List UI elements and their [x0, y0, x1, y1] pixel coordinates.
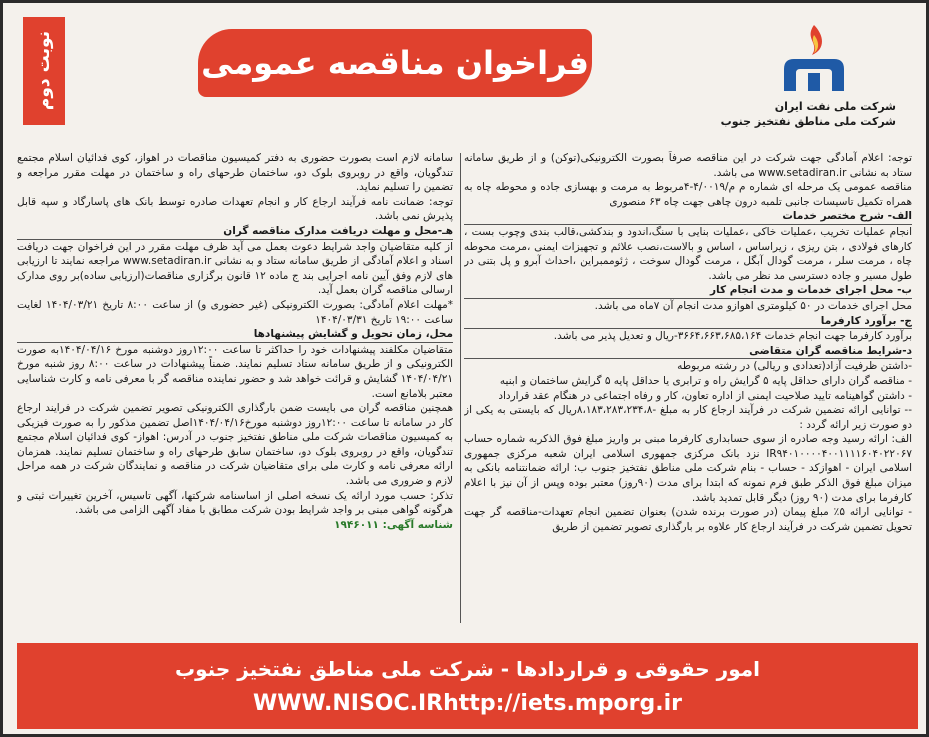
section-heading: ج- برآورد کارفرما: [464, 314, 912, 330]
paragraph: محل اجرای خدمات در ۵۰ کیلومتری اهوازو مدت انجام آن ۷ماه می باشد.: [594, 299, 912, 312]
paragraph: متقاضیان مکلفند پیشنهادات خود را حداکثر تا ساعت ۱۲:۰۰روز دوشنبه مورخ ۱۴۰۴/۰۴/۱۶به صورت الکترونیکی و از طریق سامانه ستاد تسلیم نمایند. ضمناً پیشنهادات در ساعت ۸:۰۰ روز شنبه مورخ ۱۴۰۴/۰۴/۲۱ گشایش و قرائت خواهد شد و حضور نماینده مناقصه گر با معرفی نامه و کارت شناسایی معتبر بلامانع است.: [17, 343, 453, 400]
paragraph: همچنین مناقصه گران می بایست ضمن بارگذاری الکترونیکی تصویر تضمین شرکت در فرایند ارجاع کار در سامانه تا ساعت ۱۲:۰۰روز دوشنبه مورخ۱۴۰۴/۰۴/۱۶اصل تضمین مذکور را به صورت فیزیکی به کمیسیون مناقصات شرکت ملی مناطق نفتخیز جنوب در آدرس: اهواز- کوی فدائیان اسلام مجتمع تندگویان، واقع در روبروی بلوک دو، ساختمان سابق طرحهای راه و ساختمان تسلیم نمایند. همزمان ارائه معرفی نامه و کارت ملی برای متقاضیان شرکت در مناقصه و نمایندگان شرکت در همه مراحل لازم و ضروری می باشد.: [17, 402, 453, 488]
paragraph: الف: ارائه رسید وجه صادره از سوی حسابداری کارفرما مبنی بر واریز مبلغ فوق الذکربه شماره حساب IR۹۴۰۱۰۰۰۰۴۰۰۱۱۱۱۶۰۴۰۲۲۰۶۷ نزد بانک مرکزی جمهوری اسلامی ایران شعبه مرکزی جمهوری اسلامی ایران - اهوازکد - حساب - بنام شرکت ملی مناطق نفتخیز جنوب ب: ارائه ضمانتنامه بانکی به میزان مبلغ فوق الذکر طبق فرم نمونه که ابتدا برای مدت (۹۰روز) معتبر بوده وپس از آن نیز با اعلام کارفرما برای مدت (۹۰ روز) دیگر قابل تمدید باشد.: [464, 433, 912, 504]
footer-banner: [17, 643, 918, 729]
section-heading: هـ-محل و مهلت دریافت مدارک مناقصه گران: [17, 224, 453, 240]
ad-id-label: شناسه آگهی: ۱۹۴۶۰۱۱: [334, 518, 453, 531]
paragraph: - داشتن گواهینامه تایید صلاحیت ایمنی از اداره تعاون، کار و رفاه اجتماعی در هنگام عقد قرارداد: [498, 389, 912, 402]
organization-name: [696, 99, 896, 129]
page-title: فراخوان مناقصه عمومی: [201, 44, 589, 82]
paragraph: مناقصه عمومی یک مرحله ای شماره م م/۴/۰۰۱۹-۴مربوط به مرمت و بهسازی جاده و محوطه چاه به همراه تکمیل تاسیسات جانبی تلمبه درون چاهی جهت چاه ۶۳ منصوری: [464, 181, 912, 208]
paragraph: برآورد کارفرما جهت انجام خدمات ۳۶۶۴،۶۶۳،۶۸۵،۱۶۴-ریال و تعدیل پذیر می باشد.: [553, 330, 912, 343]
nioc-flame-logo-icon: [774, 21, 854, 101]
round-badge: [23, 17, 65, 125]
section-heading: الف- شرح مختصر خدمات: [464, 209, 912, 225]
paragraph: سامانه لازم است بصورت حضوری به دفتر کمیسیون مناقصات در اهواز، کوی فدائیان اسلام مجتمع تندگویان، واقع در روبروی بلوک دو، ساختمان طرحهای راه و ساختمان در مهلت مقرر مراجعه و تضمین را تسلیم نماید.: [17, 152, 453, 194]
title-banner: [198, 29, 592, 97]
org-line-1: شرکت ملی نفت ایران: [774, 100, 896, 113]
footer-websites: WWW.NISOC.IRhttp://iets.mporg.ir: [252, 691, 682, 716]
paragraph: از کلیه متقاضیان واجد شرایط دعوت بعمل می آید ظرف مهلت مقرر در این فراخوان جهت دریافت اسناد و اعلام آمادگی از طریق سامانه ستاد و به نشانی www.setadiran.ir مراجعه نمایند تا ارزیابی های لازم وفق آیین نامه اجرایی بند ج ماده ۱۲ قانون برگزاری مناقصات(ارزیابی ساده)بر روی مدارک ارسالی مناقصه گران بعمل آید.: [17, 240, 453, 297]
paragraph: انجام عملیات تخریب ،عملیات خاکی ،عملیات بنایی با سنگ،اندود و بندکشی،قالب بندی وچوب بست ، کارهای فولادی ، بتن ریزی ، زیراساس ، اساس و بالاست،نصب علائم و تجهیزات ایمنی ،مرمت محوطه چاه ، مرمت سلر ، مرمت گودال آبگل ، مرمت گودال سوخت ، ژئوممبراین ،احداث آبرو و پل بتنی در طول مسیر و جاده دسترسی مد نظر می باشد.: [464, 225, 912, 282]
left-text-column: [17, 151, 453, 623]
section-heading: د-شرایط مناقصه گران متقاضی: [464, 344, 912, 360]
paragraph: *مهلت اعلام آمادگی: بصورت الکترونیکی (غیر حضوری و) از ساعت ۸:۰۰ تاریخ ۱۴۰۴/۰۳/۲۱ لغایت ساعت ۱۹:۰۰ تاریخ ۱۴۰۴/۰۳/۳۱: [17, 298, 453, 326]
paragraph: -داشتن ظرفیت آزاد(تعدادی و ریالی) در رشته مربوطه: [677, 360, 912, 373]
right-text-column: [464, 151, 912, 623]
paragraph: -- توانایی ارائه تضمین شرکت در فرآیند ارجاع کار به مبلغ -۸،۱۸۳،۲۸۳،۲۳۴،۸ریال که بایستی به یکی از دو صورت زیر ارائه گردد :: [464, 404, 912, 431]
org-line-2: شرکت ملی مناطق نفتخیز جنوب: [720, 115, 896, 128]
section-heading: ب- محل اجرای خدمات و مدت انجام کار: [464, 283, 912, 299]
round-label: نوبت دوم: [34, 31, 54, 111]
paragraph: - توانایی ارائه ۵٪ مبلغ پیمان (در صورت برنده شدن) بعنوان تضمین انجام تعهدات-مناقصه گر جهت تحویل تضمین شرکت در فرآیند ارجاع کار علاوه بر بارگذاری تصویر تضمین از طریق: [464, 506, 912, 533]
footer-department: امور حقوقی و قراردادها - شرکت ملی مناطق نفتخیز جنوب: [175, 657, 760, 681]
section-heading: محل، زمان تحویل و گشایش پیشنهادها: [17, 327, 453, 343]
paragraph: - مناقصه گران دارای حداقل پایه ۵ گرایش راه و ترابری یا حداقل پایه ۵ گرایش ساختمان و ابنیه: [499, 374, 912, 387]
column-divider: [460, 153, 461, 623]
paragraph: توجه: اعلام آمادگی جهت شرکت در این مناقصه صرفاً بصورت الکترونیکی(توکن) و از طریق سامانه ستاد به نشانی www.setadiran.ir می باشد.: [464, 152, 912, 179]
paragraph: توجه: ضمانت نامه فرآیند ارجاع کار و انجام تعهدات صادره توسط بانک های پاسارگاد و سپه قابل پذیرش نمی باشد.: [17, 195, 453, 223]
paragraph: تذکر: حسب مورد ارائه یک نسخه اصلی از اساسنامه شرکتها، آگهی تاسیس، آخرین تغییرات ثبتی و هرگونه گواهی مبنی بر واجد شرایط بودن شرکت مطابق با مفاد آگهی الزامی می باشد.: [17, 489, 453, 517]
